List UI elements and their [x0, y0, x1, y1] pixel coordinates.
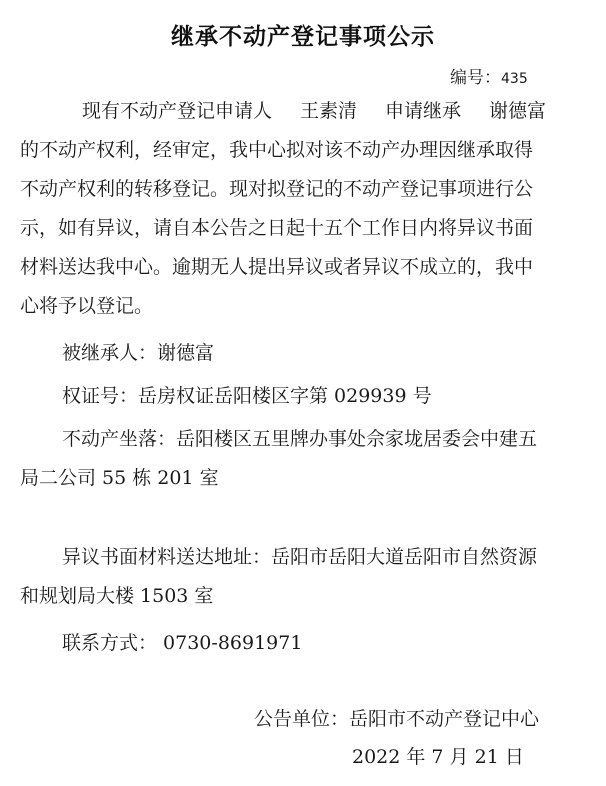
applicant-name: 王素清	[300, 100, 358, 122]
body-line-4: 示，如有异议，请自本公告之日起十五个工作日内将异议书面	[20, 217, 534, 239]
body-line-3: 不动产权利的转移登记。现对拟登记的不动产登记事项进行公	[20, 178, 534, 200]
body-line-6: 心将予以登记。	[20, 295, 154, 317]
body-line-1	[82, 98, 546, 124]
address-field-line-2: 和规划局大楼 1503 室	[20, 585, 214, 607]
location-field-line-2: 局二公司 55 栋 201 室	[20, 467, 219, 489]
contact-field: 联系方式： 0730-8691971	[62, 632, 303, 654]
applicant-intro: 现有不动产登记申请人	[82, 100, 273, 122]
body-line-5: 材料送达我中心。逾期无人提出异议或者异议不成立的，我中	[20, 256, 534, 278]
apply-inherit: 申请继承	[385, 100, 462, 122]
body-line-2: 的不动产权利，经审定，我中心拟对该不动产办理因继承取得	[20, 139, 534, 161]
decedent-field: 被继承人：谢德富	[62, 342, 215, 364]
address-field-line-1: 异议书面材料送达地址：岳阳市岳阳大道岳阳市自然资源	[62, 546, 538, 568]
date-line: 2022 年 7 月 21 日	[352, 746, 524, 768]
document-number	[450, 63, 528, 88]
document-number-label: 编号：	[450, 68, 501, 88]
inherited-from-name: 谢德富	[489, 100, 547, 122]
certificate-field: 权证号：岳房权证岳阳楼区字第 029939 号	[62, 385, 432, 407]
page-title: 继承不动产登记事项公示	[171, 24, 435, 50]
document-number-value: 435	[501, 71, 528, 87]
location-field-line-1: 不动产坐落：岳阳楼区五里牌办事处佘家垅居委会中建五	[62, 428, 538, 450]
issuer-line: 公告单位：岳阳市不动产登记中心	[254, 708, 540, 730]
